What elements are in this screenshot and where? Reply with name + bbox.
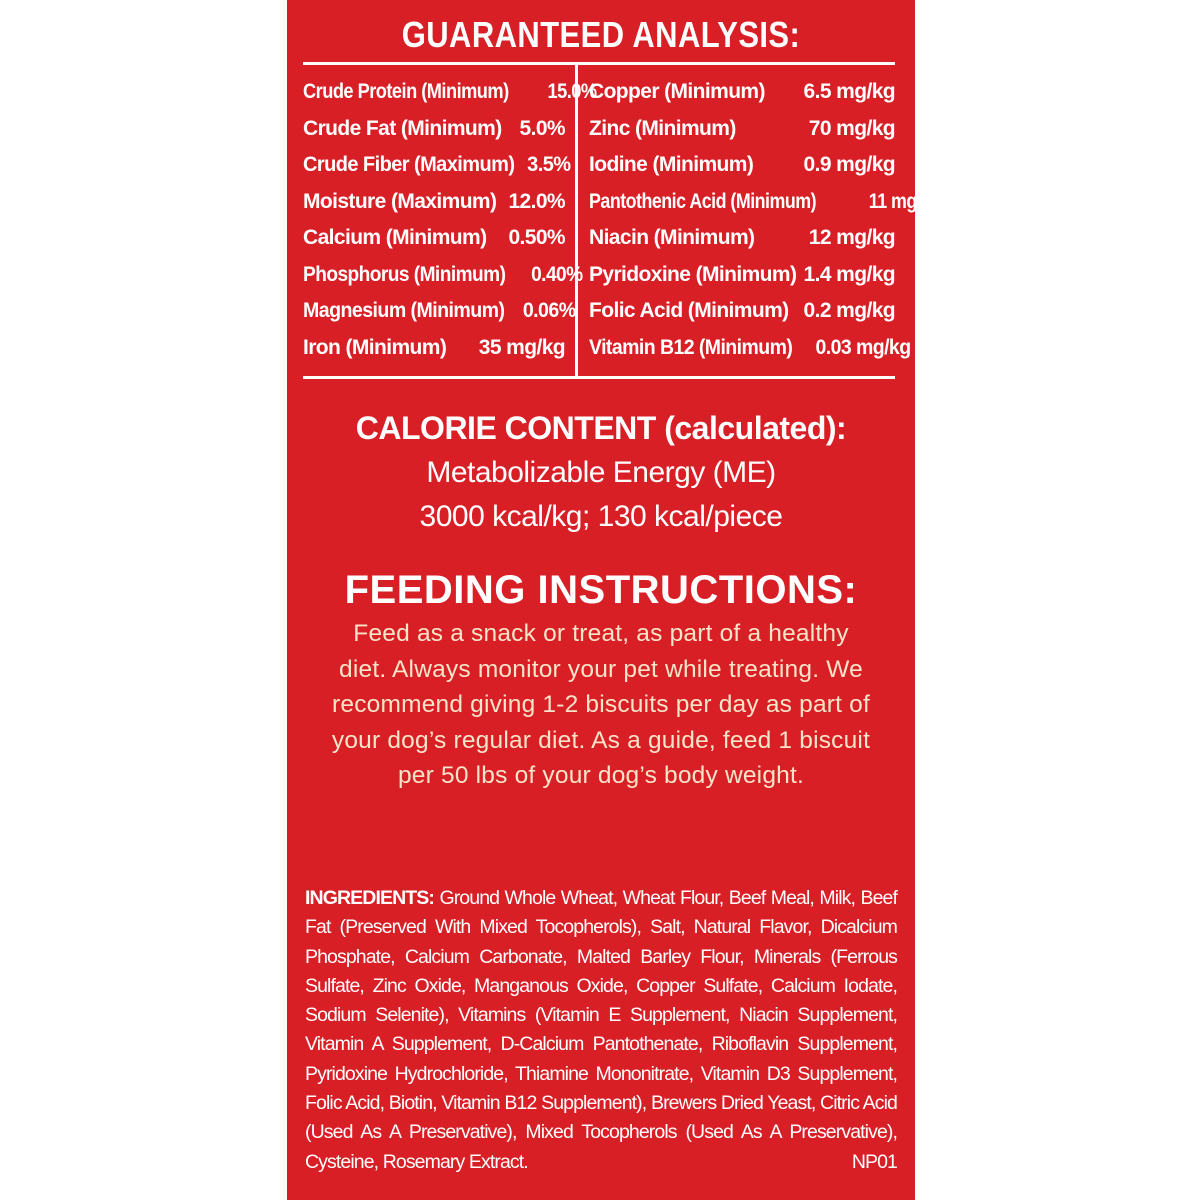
ingredients-block	[305, 884, 897, 1177]
nutrient-value: 15.0%	[547, 80, 597, 103]
analysis-row	[303, 299, 576, 336]
nutrient-value: 0.40%	[530, 262, 583, 286]
table-bottom-rule	[303, 376, 895, 379]
analysis-left-column	[303, 80, 597, 372]
feeding-instructions-text: Feed as a snack or treat, as part of a healthy diet. Always monitor your pet while treating. We recommend giving 1-2 biscuits per day as part of your dog’s regular diet. As a guide, feed 1 biscuit per 50 lbs of your dog’s body weight.	[331, 620, 871, 789]
nutrient-value: 0.03 mg/kg	[815, 335, 911, 359]
analysis-row	[303, 262, 583, 300]
nutrient-name: Moisture (Maximum)	[303, 189, 497, 213]
nutrient-name: Vitamin B12 (Minimum)	[589, 335, 793, 359]
nutrient-value: 70 mg/kg	[808, 116, 895, 140]
nutrient-value: 0.06%	[522, 299, 576, 322]
nutrient-name: Calcium (Minimum)	[303, 226, 487, 249]
nutrient-name: Folic Acid (Minimum)	[589, 299, 789, 322]
nutrient-value: 12 mg/kg	[808, 226, 895, 249]
nutrient-value: 35 mg/kg	[478, 335, 565, 359]
nutrient-value: 0.50%	[508, 226, 565, 249]
analysis-row	[589, 263, 895, 300]
analysis-row	[589, 226, 895, 263]
guaranteed-analysis-title: GUARANTEED ANALYSIS:	[401, 14, 801, 55]
table-column-divider	[575, 65, 578, 376]
nutrient-value: 12.0%	[508, 189, 565, 213]
nutrient-name: Pyridoxine (Minimum)	[589, 262, 797, 286]
label-panel	[287, 0, 942, 1200]
table-top-rule	[303, 62, 895, 65]
analysis-row	[303, 336, 565, 373]
nutrient-name: Pantothenic Acid (Minimum)	[589, 189, 817, 213]
ingredients-text: Ground Whole Wheat, Wheat Flour, Beef Meal, Milk, Beef Fat (Preserved With Mixed Tocopherols), Salt, Natural Flavor, Dicalcium Phosphate, Calcium Carbonate, Malted Barley Flour, Minerals (Ferrous Sulfate, Zinc Oxide, Manganous Oxide, Copper Sulfate, Calcium Iodate, Sodium Selenite), Vitamins (Vitamin E Supplement, Niacin Supplement, Vitamin A Supplement, D-Calcium Pantothenate, Riboflavin Supplement, Pyridoxine Hydrochloride, Thiamine Mononitrate, Vitamin D3 Supplement, Folic Acid, Biotin, Vitamin B12 Supplement), Brewers Dried Yeast, Citric Acid (Used As A Preservative), Mixed Tocopherols (Used As A Preservative), Cysteine, Rosemary Extract.	[305, 887, 897, 1173]
analysis-row	[589, 117, 895, 154]
nutrient-name: Crude Fiber (Maximum)	[303, 153, 515, 176]
feeding-instructions-title: FEEDING INSTRUCTIONS:	[344, 568, 858, 612]
nutrient-value: 0.2 mg/kg	[803, 299, 895, 322]
nutrient-value: 11 mg/kg	[868, 189, 942, 213]
nutrient-name: Iodine (Minimum)	[589, 153, 754, 176]
nutrient-name: Zinc (Minimum)	[589, 116, 736, 140]
analysis-row	[303, 190, 565, 227]
nutrient-name: Niacin (Minimum)	[589, 226, 755, 249]
nutrient-name: Copper (Minimum)	[589, 80, 765, 103]
nutrient-value: 1.4 mg/kg	[803, 262, 895, 286]
analysis-row	[589, 153, 895, 190]
nutrient-value: 6.5 mg/kg	[803, 80, 895, 103]
analysis-row	[589, 189, 942, 227]
calorie-energy-label: Metabolizable Energy (ME)	[426, 456, 776, 489]
nutrient-name: Crude Protein (Minimum)	[303, 80, 509, 103]
analysis-row	[303, 80, 597, 117]
nutrient-value: 5.0%	[519, 116, 565, 140]
ingredients-label: INGREDIENTS:	[305, 887, 434, 909]
analysis-row	[589, 299, 895, 336]
analysis-row	[303, 153, 571, 190]
product-code: NP01	[851, 1150, 897, 1173]
nutrient-value: 0.9 mg/kg	[803, 153, 895, 176]
analysis-row	[589, 80, 895, 117]
nutrient-name: Iron (Minimum)	[303, 335, 447, 359]
analysis-row	[589, 335, 911, 373]
nutrient-value: 3.5%	[527, 153, 571, 176]
analysis-row	[303, 226, 565, 263]
analysis-right-column	[589, 80, 942, 372]
calorie-content-title: CALORIE CONTENT (calculated):	[355, 410, 847, 446]
nutrient-name: Crude Fat (Minimum)	[303, 116, 502, 140]
nutrient-name: Magnesium (Minimum)	[303, 299, 505, 322]
nutrient-name: Phosphorus (Minimum)	[303, 262, 506, 286]
analysis-row	[303, 117, 565, 154]
calorie-energy-value: 3000 kcal/kg; 130 kcal/piece	[419, 500, 783, 533]
